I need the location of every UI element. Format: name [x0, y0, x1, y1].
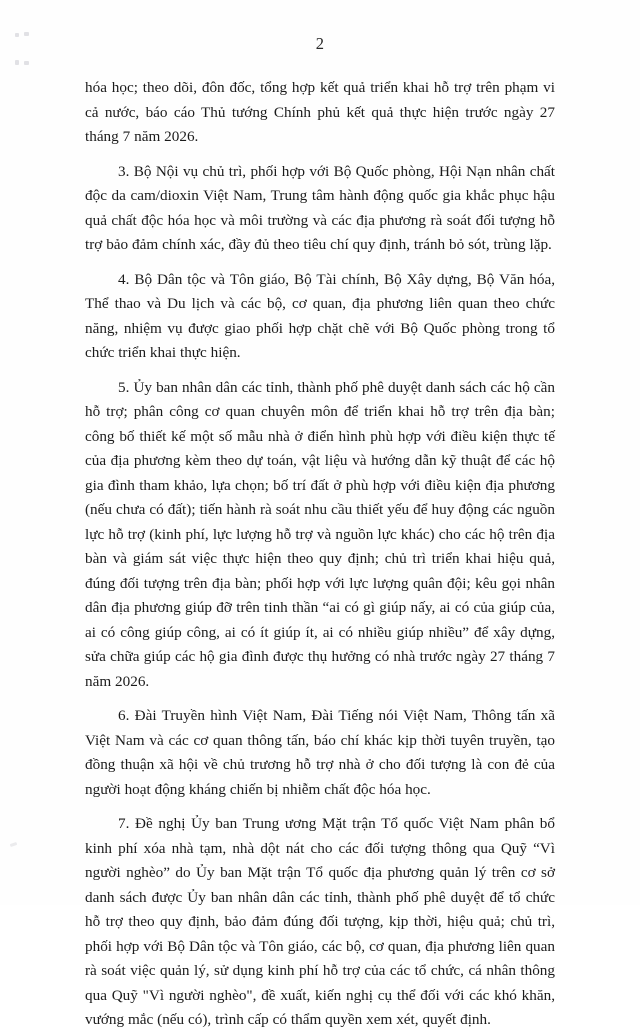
paragraph-3: 3. Bộ Nội vụ chủ trì, phối hợp với Bộ Quốc phòng, Hội Nạn nhân chất độc da cam/dioxin Việt Nam, Trung tâm hành động quốc gia khắc phục hậu quả chất độc hóa học và môi trường và các địa phương rà soát đối tượng hỗ trợ bảo đảm chính xác, đầy đủ theo tiêu chí quy định, tránh bỏ sót, trùng lặp.	[85, 162, 555, 253]
page-number: 2	[315, 34, 325, 53]
document-body	[85, 76, 555, 1033]
scan-artifact-speckle	[15, 60, 19, 65]
scan-artifact-speckle	[24, 61, 29, 65]
paragraph-4: 4. Bộ Dân tộc và Tôn giáo, Bộ Tài chính, Bộ Xây dựng, Bộ Văn hóa, Thể thao và Du lịch và các bộ, cơ quan, địa phương liên quan theo chức năng, nhiệm vụ được giao phối hợp chặt chẽ với Bộ Quốc phòng trong tổ chức triển khai thực hiện.	[85, 270, 555, 361]
paragraph-continuation: hóa học; theo dõi, đôn đốc, tổng hợp kết quả triển khai hỗ trợ trên phạm vi cả nước, báo cáo Thủ tướng Chính phủ kết quả thực hiện trước ngày 27 tháng 7 năm 2026.	[85, 79, 555, 145]
paragraph-7: 7. Đề nghị Ủy ban Trung ương Mặt trận Tổ quốc Việt Nam phân bổ kinh phí xóa nhà tạm, nhà dột nát cho các đối tượng thông qua Quỹ “Vì người nghèo” do Ủy ban Mặt trận Tổ quốc địa phương quản lý trên cơ sở danh sách được Ủy ban nhân dân các tỉnh, thành phố phê duyệt để tổ chức hỗ trợ theo quy định, bảo đảm đúng đối tượng, kịp thời, hiệu quả; chủ trì, phối hợp với Bộ Dân tộc và Tôn giáo, các bộ, cơ quan, địa phương liên quan rà soát việc quản lý, sử dụng kinh phí hỗ trợ của các tổ chức, cá nhân thông qua Quỹ "Vì người nghèo", đề xuất, kiến nghị cụ thể đối với các khó khăn, vướng mắc (nếu có), trình cấp có thẩm quyền xem xét, quyết định.	[85, 815, 555, 1028]
paragraph-5: 5. Ủy ban nhân dân các tỉnh, thành phố phê duyệt danh sách các hộ cần hỗ trợ; phân công cơ quan chuyên môn để triển khai hỗ trợ trên địa bàn; công bố thiết kế một số mẫu nhà ở điển hình phù hợp với điều kiện thực tế của địa phương kèm theo dự toán, vật liệu và hướng dẫn kỹ thuật để các hộ gia đình tham khảo, lựa chọn; bố trí đất ở phù hợp với điều kiện địa phương (nếu chưa có đất); tiến hành rà soát nhu cầu thiết yếu để huy động các nguồn lực hỗ trợ (kinh phí, lực lượng hỗ trợ và nguồn lực khác) cho các hộ trên địa bàn và giám sát việc thực hiện theo quy định; chủ trì triển khai hiệu quả, đúng đối tượng trên địa bàn; phối hợp với lực lượng quân đội; kêu gọi nhân dân địa phương giúp đỡ trên tinh thần “ai có gì giúp nấy, ai có của giúp của, ai có công giúp công, ai có ít giúp ít, ai có nhiều giúp nhiều” để xây dựng, sửa chữa giúp các hộ gia đình được thụ hưởng có nhà trước ngày 27 tháng 7 năm 2026.	[85, 378, 555, 690]
paragraph-6: 6. Đài Truyền hình Việt Nam, Đài Tiếng nói Việt Nam, Thông tấn xã Việt Nam và các cơ quan thông tấn, báo chí khác kịp thời tuyên truyền, tạo đồng thuận xã hội về chủ trương hỗ trợ nhà ở cho đối tượng là con đẻ của người hoạt động kháng chiến bị nhiễm chất độc hóa học.	[85, 707, 555, 798]
scan-artifact-speckle	[10, 842, 18, 847]
